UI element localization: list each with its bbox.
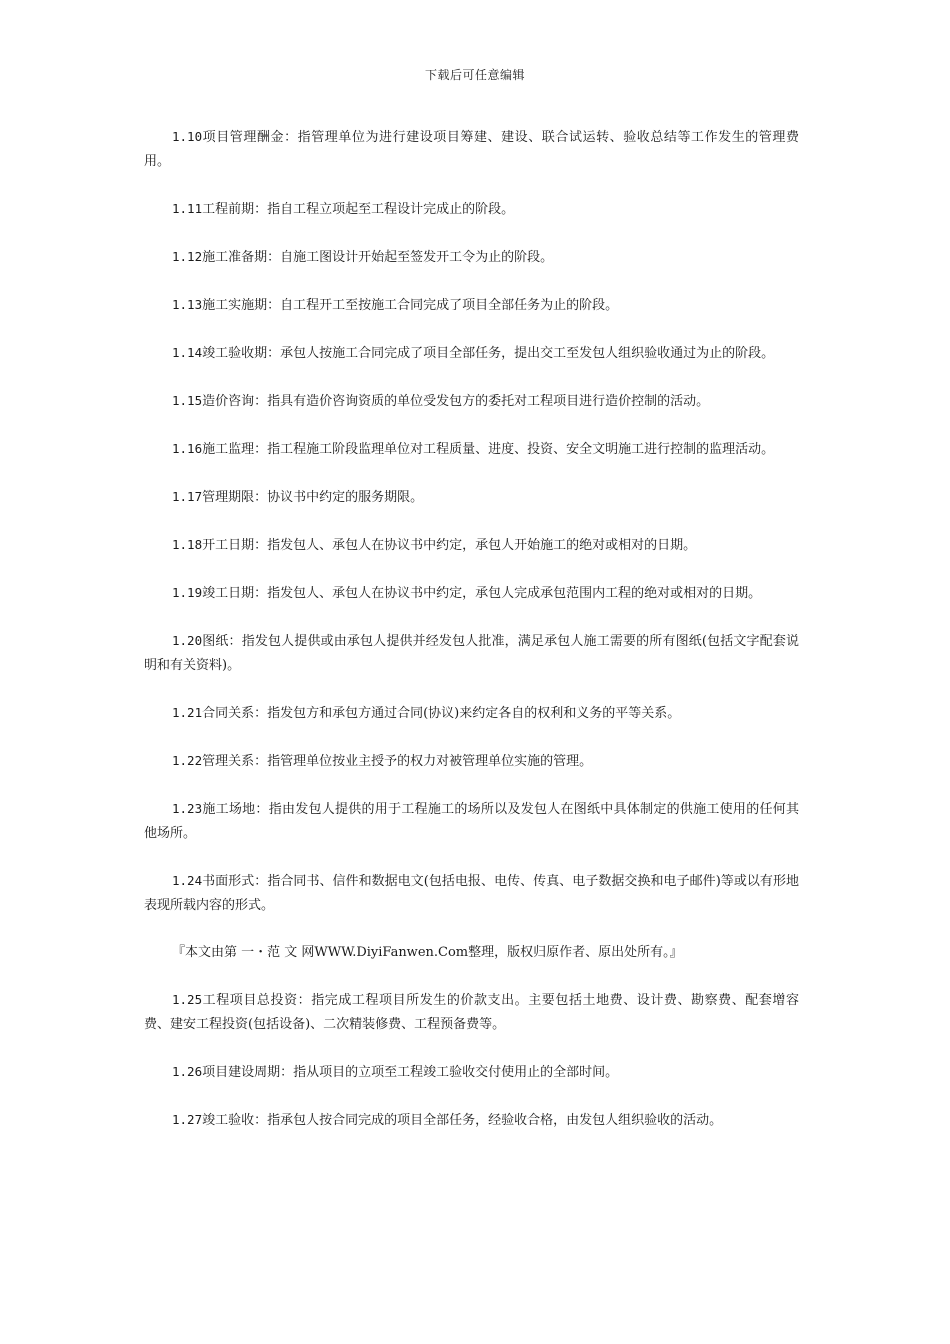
clause-1-15 [144,389,799,414]
clause-text: 竣工验收：指承包人按合同完成的项目全部任务，经验收合格，由发包人组织验收的活动。 [202,1113,723,1128]
clause-number: 1.12 [172,249,203,264]
clause-1-14 [144,341,799,366]
document-body [144,125,799,1156]
clause-1-23 [144,797,799,846]
clause-1-13 [144,293,799,318]
clause-number: 1.27 [172,1112,203,1127]
clause-text: 施工实施期：自工程开工至按施工合同完成了项目全部任务为止的阶段。 [202,298,619,313]
clause-number: 1.21 [172,705,203,720]
clause-number: 1.22 [172,753,203,768]
clause-1-22 [144,749,799,774]
clause-1-11 [144,197,799,222]
clause-number: 1.16 [172,441,203,456]
clause-1-24 [144,869,799,918]
clause-1-20 [144,629,799,678]
clause-text: 项目建设周期：指从项目的立项至工程竣工验收交付使用止的全部时间。 [202,1065,619,1080]
clause-number: 1.26 [172,1064,203,1079]
clause-number: 1.17 [172,489,203,504]
clause-text: 开工日期：指发包人、承包人在协议书中约定，承包人开始施工的绝对或相对的日期。 [202,538,697,553]
clause-1-12 [144,245,799,270]
clause-text: 工程前期：指自工程立项起至工程设计完成止的阶段。 [202,202,515,217]
clause-number: 1.23 [172,801,203,816]
clause-text: 项目管理酬金：指管理单位为进行建设项目筹建、建设、联合试运转、验收总结等工作发生的管理费用。 [144,130,799,169]
clause-1-25 [144,988,799,1037]
clause-text: 竣工验收期：承包人按施工合同完成了项目全部任务，提出交工至发包人组织验收通过为止的阶段。 [202,346,775,361]
clause-number: 1.19 [172,585,203,600]
clause-text: 图纸：指发包人提供或由承包人提供并经发包人批准，满足承包人施工需要的所有图纸(包括文字配套说明和有关资料)。 [144,634,799,673]
clause-1-16 [144,437,799,462]
clause-1-10 [144,125,799,174]
clause-number: 1.18 [172,537,203,552]
clause-1-26 [144,1060,799,1085]
clause-1-19 [144,581,799,606]
clause-number: 1.20 [172,633,203,648]
clause-number: 1.14 [172,345,203,360]
clause-text: 书面形式：指合同书、信件和数据电文(包括电报、电传、传真、电子数据交换和电子邮件)等或以有形地表现所载内容的形式。 [144,874,799,913]
clause-text: 施工监理：指工程施工阶段监理单位对工程质量、进度、投资、安全文明施工进行控制的监理活动。 [202,442,775,457]
clause-text: 竣工日期：指发包人、承包人在协议书中约定，承包人完成承包范围内工程的绝对或相对的日期。 [202,586,762,601]
copyright-notice: 『本文由第 一・范 文 网WWW.DiyiFanwen.Com整理，版权归原作者、原出处所有。』 [172,945,683,960]
clause-number: 1.25 [172,992,203,1007]
clause-text: 管理期限：协议书中约定的服务期限。 [202,490,424,505]
clause-text: 管理关系：指管理单位按业主授予的权力对被管理单位实施的管理。 [202,754,593,769]
clause-1-17 [144,485,799,510]
page-header: 下载后可任意编辑 [424,68,525,82]
clause-text: 施工场地：指由发包人提供的用于工程施工的场所以及发包人在图纸中具体制定的供施工使用的任何其他场所。 [144,802,799,841]
clause-text: 施工准备期：自施工图设计开始起至签发开工令为止的阶段。 [202,250,554,265]
clause-1-21 [144,701,799,726]
clause-number: 1.10 [172,129,203,144]
clause-number: 1.24 [172,873,203,888]
clause-number: 1.15 [172,393,203,408]
clause-1-27 [144,1108,799,1133]
clause-number: 1.13 [172,297,203,312]
clause-text: 造价咨询：指具有造价咨询资质的单位受发包方的委托对工程项目进行造价控制的活动。 [202,394,710,409]
clause-text: 合同关系：指发包方和承包方通过合同(协议)来约定各自的权利和义务的平等关系。 [202,706,681,721]
clause-text: 工程项目总投资：指完成工程项目所发生的价款支出。主要包括土地费、设计费、勘察费、配套增容费、建安工程投资(包括设备)、二次精装修费、工程预备费等。 [144,993,799,1032]
clause-1-18 [144,533,799,558]
clause-number: 1.11 [172,201,203,216]
